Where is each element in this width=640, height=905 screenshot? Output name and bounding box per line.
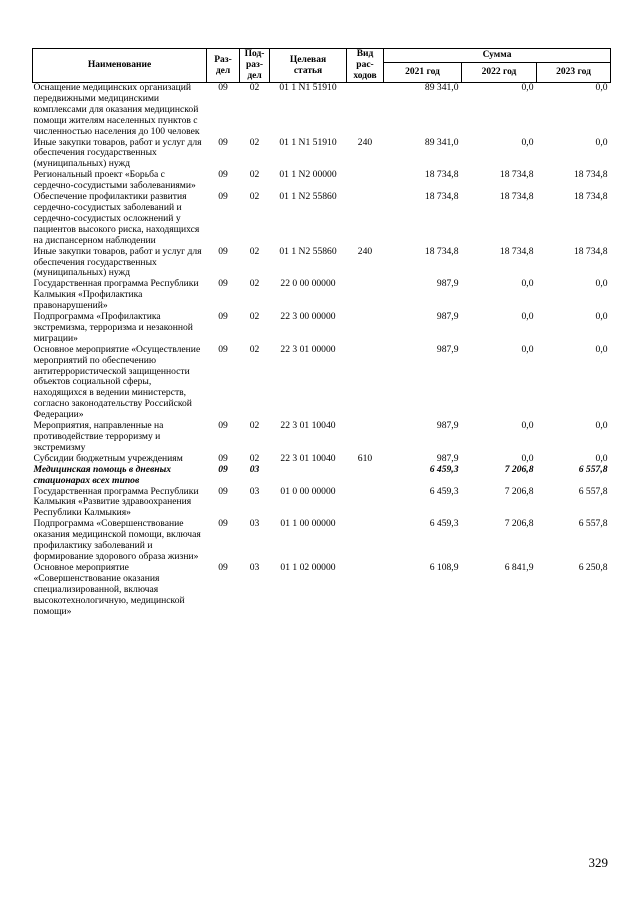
row-sum-2022: 0,0 (521, 311, 534, 323)
row-name: Обеспечение профилактики развития сердечно-сосудистых заболеваний и сердечно-сосудистых осложнений у пациентов высокого риска, находящихся на диспансерном наблюдении (33, 191, 200, 246)
page-number: 329 (588, 855, 608, 870)
row-sum-2022: 0,0 (521, 278, 534, 290)
row-razdel: 09 (218, 463, 228, 475)
row-sum-2022: 6 841,9 (504, 561, 534, 573)
row-podrazdel: 02 (249, 420, 260, 432)
row-target-article (270, 465, 347, 487)
row-sum-2022: 0,0 (521, 136, 534, 148)
row-sum-2022: 7 206,8 (504, 518, 534, 530)
row-name: Иные закупки товаров, работ и услуг для обеспечения государственных (муниципальных) нужд (33, 245, 202, 279)
row-podrazdel: 02 (249, 136, 260, 148)
row-razdel: 09 (218, 518, 228, 530)
row-target-article: 01 1 N2 55860 (279, 245, 337, 257)
table-row (33, 247, 611, 280)
row-razdel: 09 (218, 136, 228, 148)
row-podrazdel: 02 (249, 311, 260, 323)
row-expense-type (347, 563, 384, 618)
row-razdel: 09 (207, 83, 240, 138)
row-sum-2023: 0,0 (595, 343, 608, 355)
row-sum-2023: 18 734,8 (573, 169, 608, 181)
row-razdel: 09 (218, 278, 228, 290)
row-sum-2021: 987,9 (436, 278, 459, 290)
row-expense-type (347, 279, 384, 312)
header-year-2021: 2021 год (384, 63, 462, 83)
row-razdel: 09 (218, 343, 228, 355)
table-row (33, 170, 611, 192)
row-sum-2023: 18 734,8 (573, 245, 608, 257)
row-sum-2023: 0,0 (595, 311, 608, 323)
row-name: Субсидии бюджетным учреждениям (33, 452, 183, 464)
row-name: Региональный проект «Борьба с сердечно-сосудистыми заболеваниями» (33, 169, 196, 192)
row-expense-type (347, 312, 384, 345)
table-row (33, 487, 611, 520)
row-target-article: 22 3 01 00000 (280, 343, 336, 355)
row-sum-2023: 6 557,8 (578, 518, 608, 530)
row-sum-2021: 89 341,0 (384, 83, 462, 138)
row-target-article: 22 3 01 10040 (280, 420, 336, 432)
row-sum-2023: 6 557,8 (578, 485, 608, 497)
row-podrazdel: 03 (249, 463, 260, 475)
row-razdel: 09 (218, 191, 228, 203)
header-podrazdel: Под- раз- дел (240, 49, 270, 83)
row-sum-2022: 18 734,8 (499, 169, 534, 181)
row-expense-type (347, 487, 384, 520)
row-sum-2023: 0,0 (595, 452, 608, 464)
table-row (33, 192, 611, 247)
row-target-article: 01 1 N2 00000 (279, 169, 337, 181)
row-podrazdel: 02 (249, 169, 260, 181)
row-expense-type (347, 345, 384, 421)
row-name: Основное мероприятие «Осуществление мероприятий по обеспечению антитеррористической защищенности объектов социальной сферы, находящихся в ведении министерств, согласно законодательству Российской Федерации» (33, 343, 201, 421)
row-target-article: 01 1 02 00000 (280, 561, 336, 573)
row-name: Иные закупки товаров, работ и услуг для обеспечения государственных (муниципальных) нужд (33, 136, 202, 170)
row-razdel: 09 (218, 311, 228, 323)
header-year-2022: 2022 год (462, 63, 537, 83)
row-name: Подпрограмма «Совершенствование оказания медицинской помощи, включая профилактику заболеваний и формирование здорового образа жизни» (33, 518, 201, 562)
row-expense-type (347, 192, 384, 247)
row-expense-type: 610 (357, 452, 373, 464)
row-sum-2021: 987,9 (436, 311, 459, 323)
row-sum-2021: 18 734,8 (424, 169, 459, 181)
row-expense-type (347, 170, 384, 192)
row-sum-2022: 0,0 (521, 343, 534, 355)
row-razdel: 09 (218, 420, 228, 432)
row-target-article: 01 1 00 00000 (280, 518, 336, 530)
row-sum-2021: 6 459,3 (429, 518, 459, 530)
table-row (33, 519, 611, 563)
row-podrazdel: 03 (249, 518, 260, 530)
row-sum-2021: 89 341,0 (424, 136, 459, 148)
header-sum: Сумма (384, 49, 611, 63)
row-podrazdel: 02 (249, 191, 260, 203)
row-podrazdel: 02 (249, 452, 260, 464)
budget-table-page (32, 48, 610, 617)
row-razdel: 09 (218, 485, 228, 497)
row-razdel: 09 (218, 452, 228, 464)
row-sum-2022: 18 734,8 (499, 245, 534, 257)
row-sum-2022: 0,0 (521, 452, 534, 464)
row-sum-2021: 6 459,3 (429, 463, 459, 475)
row-expense-type (347, 465, 384, 487)
header-year-2023: 2023 год (537, 63, 611, 83)
row-name: Подпрограмма «Профилактика экстремизма, терроризма и незаконной миграции» (33, 311, 193, 344)
row-name: Оснащение медицинских организаций передвижными медицинскими комплексами для оказания медицинской помощи жителям населенных пунктов с численностью населения до 100 человек (33, 83, 207, 138)
header-target-article: Целевая статья (270, 49, 347, 83)
table-row (33, 279, 611, 312)
row-expense-type: 240 (357, 136, 373, 148)
row-target-article: 22 3 00 00000 (280, 311, 336, 323)
row-name: Государственная программа Республики Калмыкия «Профилактика правонарушений» (33, 278, 199, 312)
table-row (33, 345, 611, 421)
table-row (33, 465, 611, 487)
row-podrazdel: 03 (249, 561, 260, 573)
header-expense-type: Вид рас- ходов (347, 49, 384, 83)
row-sum-2021: 987,9 (436, 452, 459, 464)
row-sum-2021: 987,9 (436, 420, 459, 432)
header-name: Наименование (33, 49, 207, 83)
table-body (33, 83, 611, 618)
row-target-article: 01 1 N1 51910 (279, 136, 337, 148)
row-target-article: 01 0 00 00000 (280, 485, 336, 497)
row-sum-2022: 7 206,8 (504, 485, 534, 497)
table-row (33, 83, 611, 138)
row-sum-2021: 987,9 (436, 343, 459, 355)
row-target-article: 01 1 N1 51910 (270, 83, 347, 138)
row-expense-type (347, 83, 384, 138)
row-sum-2023: 0,0 (595, 420, 608, 432)
row-name: Медицинская помощь в дневных стационарах всех типов (33, 463, 172, 486)
table-row (33, 421, 611, 454)
row-sum-2021: 18 734,8 (424, 191, 459, 203)
row-sum-2022: 0,0 (462, 83, 537, 138)
row-sum-2022: 7 206,8 (504, 463, 534, 475)
row-sum-2022: 0,0 (521, 420, 534, 432)
row-podrazdel: 02 (240, 83, 270, 138)
budget-table (32, 48, 611, 617)
row-razdel: 09 (218, 169, 228, 181)
row-sum-2023: 18 734,8 (573, 191, 608, 203)
row-sum-2023: 6 557,8 (578, 463, 608, 475)
header-razdel: Раз- дел (207, 49, 240, 83)
row-podrazdel: 03 (249, 485, 260, 497)
row-target-article: 01 1 N2 55860 (279, 191, 337, 203)
row-razdel: 09 (218, 561, 228, 573)
row-target-article: 22 3 01 10040 (280, 452, 336, 464)
row-sum-2023: 6 250,8 (578, 561, 608, 573)
row-name: Основное мероприятие «Совершенствование оказания специализированной, включая высокотехнологичную, медицинской помощи» (33, 561, 185, 617)
table-row (33, 138, 611, 171)
row-expense-type (347, 421, 384, 454)
row-sum-2021: 6 108,9 (429, 561, 459, 573)
row-target-article: 22 0 00 00000 (280, 278, 336, 290)
row-sum-2023: 0,0 (595, 136, 608, 148)
table-header (33, 49, 611, 83)
table-row (33, 563, 611, 618)
row-podrazdel: 02 (249, 343, 260, 355)
row-sum-2022: 18 734,8 (499, 191, 534, 203)
row-sum-2023: 0,0 (537, 83, 611, 138)
row-sum-2023: 0,0 (595, 278, 608, 290)
row-podrazdel: 02 (249, 245, 260, 257)
row-podrazdel: 02 (249, 278, 260, 290)
row-sum-2021: 6 459,3 (429, 485, 459, 497)
row-razdel: 09 (218, 245, 228, 257)
row-name: Мероприятия, направленные на противодействие терроризму и экстремизму (33, 420, 164, 453)
row-name: Государственная программа Республики Калмыкия «Развитие здравоохранения Республики Калмыкия» (33, 485, 199, 519)
table-row (33, 312, 611, 345)
row-expense-type: 240 (357, 245, 373, 257)
row-sum-2021: 18 734,8 (424, 245, 459, 257)
row-expense-type (347, 519, 384, 563)
